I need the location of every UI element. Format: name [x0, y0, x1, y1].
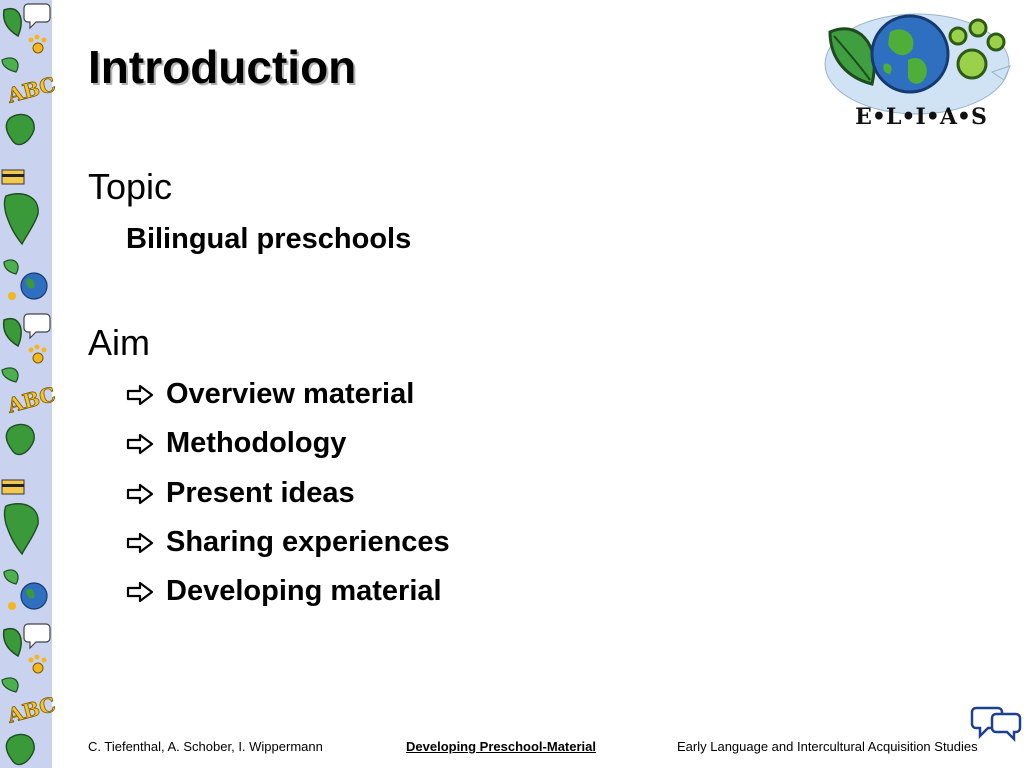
logo-text: E•L•I•A•S [855, 104, 987, 130]
footer-title: Developing Preschool-Material [406, 739, 596, 754]
aim-item-label: Present ideas [166, 477, 355, 509]
arrow-icon [126, 532, 154, 554]
aim-item [126, 477, 355, 510]
arrow-icon [126, 581, 154, 603]
arrow-icon [126, 433, 154, 455]
speech-bubbles-icon [972, 704, 1022, 742]
aim-item-label: Developing material [166, 575, 442, 607]
topic-item: Bilingual preschools [126, 223, 412, 255]
decorative-side-strip [0, 0, 59, 768]
elias-logo [822, 12, 1020, 130]
aim-item [126, 427, 346, 460]
svg-text:ABC: ABC [4, 71, 59, 108]
aim-item [126, 378, 414, 411]
heading-aim: Aim [88, 322, 150, 363]
footer-authors: C. Tiefenthal, A. Schober, I. Wippermann [88, 739, 323, 754]
slide-title: Introduction [88, 41, 357, 93]
arrow-icon [126, 384, 154, 406]
heading-topic: Topic [88, 166, 173, 207]
aim-item-label: Overview material [166, 378, 415, 410]
aim-item-label: Sharing experiences [166, 526, 450, 558]
arrow-icon [126, 483, 154, 505]
aim-item [126, 575, 442, 608]
aim-item-label: Methodology [166, 427, 347, 459]
aim-item [126, 526, 450, 559]
footer-project: Early Language and Intercultural Acquisition Studies [677, 739, 978, 754]
